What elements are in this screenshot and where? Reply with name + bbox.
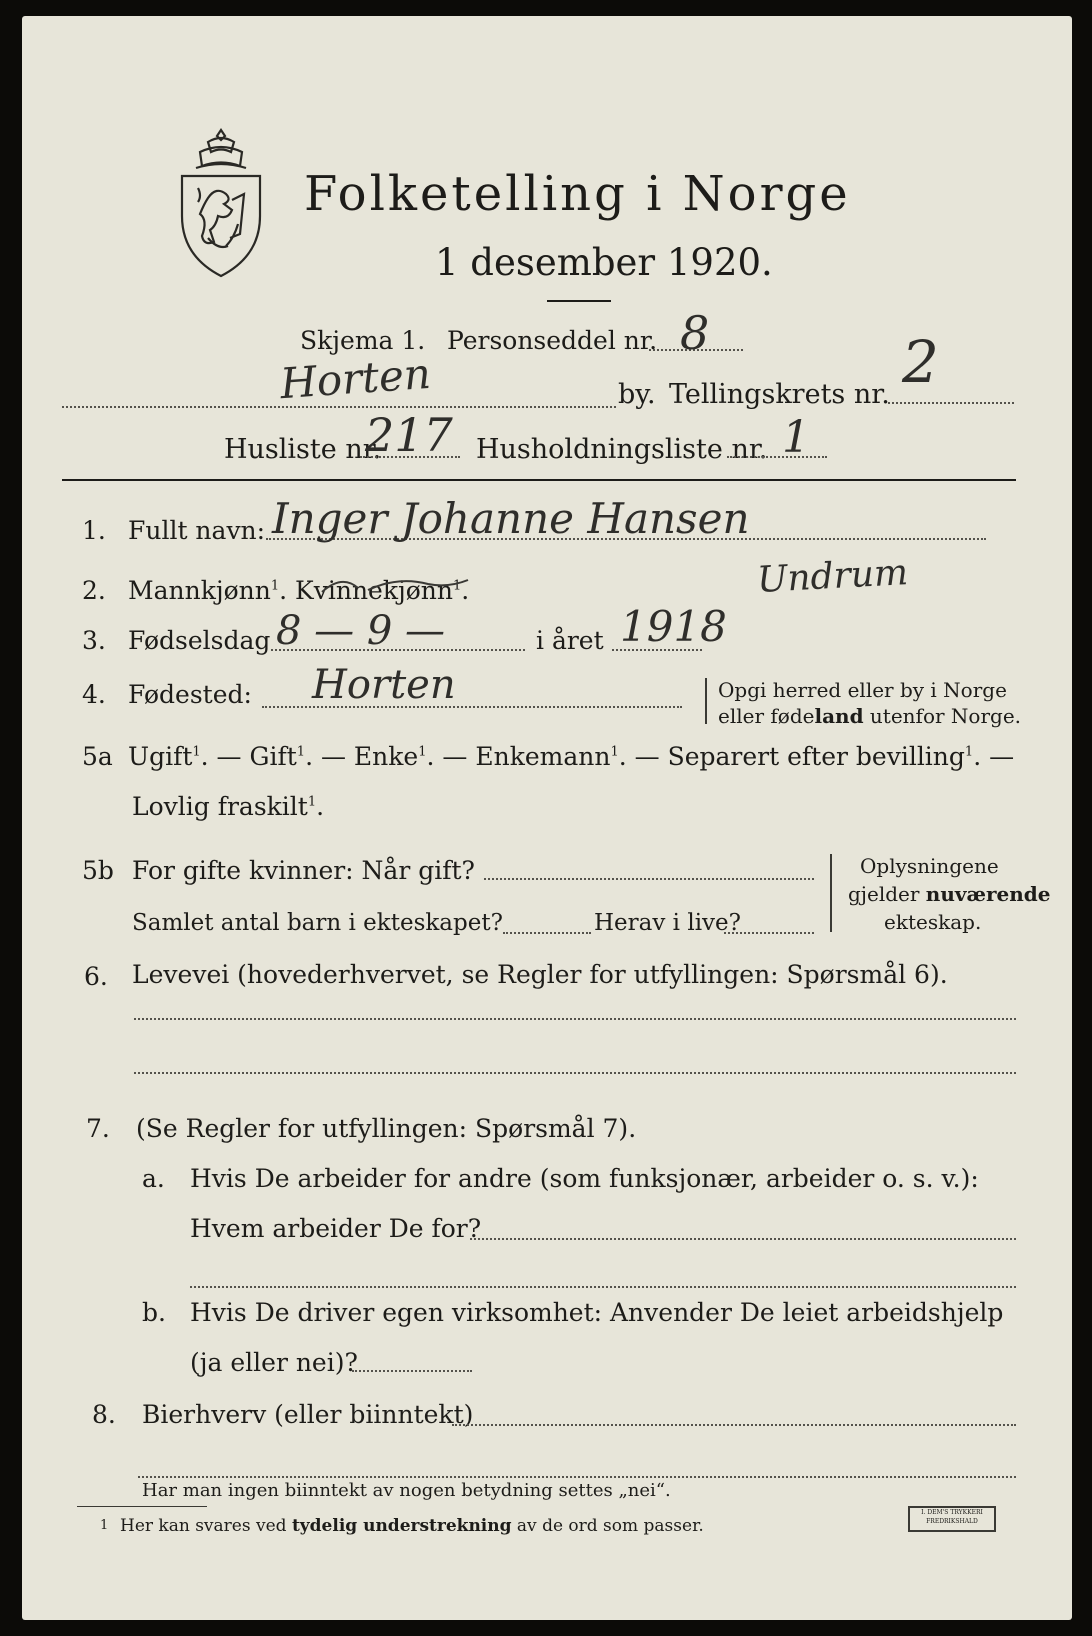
by-label: by.	[618, 379, 656, 410]
q4-number: 4.	[82, 680, 106, 709]
q7b-line-1: Hvis De driver egen virksomhet: Anvender De leiet arbeidshjelp	[190, 1298, 1004, 1327]
q3-label: Fødselsdag	[128, 626, 271, 655]
q2-number: 2.	[82, 576, 106, 605]
q1-label: Fullt navn:	[128, 516, 266, 545]
q7b-letter: b.	[142, 1298, 166, 1327]
q3-year-label: i året	[536, 626, 604, 655]
city-value: Horten	[278, 348, 433, 409]
q5a-number: 5a	[82, 742, 113, 771]
footnote-rule	[77, 1506, 207, 1507]
q1-name-value: Inger Johanne Hansen	[272, 494, 750, 543]
footnote-text: Her kan svares ved tydelig understrekning av de ord som passer.	[120, 1516, 704, 1536]
q4-value: Horten	[312, 662, 456, 708]
q8-number: 8.	[92, 1400, 116, 1429]
tellingskrets-value: 2	[902, 328, 939, 396]
header-rule	[62, 479, 1016, 481]
q1-name-value-2: Undrum	[756, 552, 910, 601]
q4-note-2: eller fødeland utenfor Norge.	[718, 704, 1022, 728]
q6-line-1	[134, 1018, 1016, 1020]
husholdningsliste-line	[727, 456, 827, 458]
q4-label: Fødested:	[128, 680, 252, 709]
footnote-number: 1	[100, 1518, 109, 1533]
q5b-children-line	[503, 932, 591, 934]
q6-number: 6.	[84, 962, 108, 991]
husliste-value: 217	[365, 408, 453, 462]
q4-note-1: Opgi herred eller by i Norge	[718, 678, 1007, 702]
city-line	[62, 406, 616, 408]
q7a-employer-line-2	[190, 1286, 1016, 1288]
q5b-label-3: Herav i live?	[594, 910, 741, 936]
q8-label: Bierhverv (eller biinntekt)	[142, 1400, 474, 1429]
q8-note: Har man ingen biinntekt av nogen betydning settes „nei“.	[142, 1480, 671, 1501]
q7b-answer-line	[352, 1370, 472, 1372]
q7a-employer-line	[470, 1238, 1016, 1240]
q7b-line-2: (ja eller nei)?	[190, 1348, 358, 1377]
q5a-options: Ugift$^1$. — Gift$^1$. — Enke$^1$. — Enkemann$^1$. — Separert efter bevilling$^1$. —	[128, 742, 1015, 771]
tellingskrets-line	[888, 402, 1014, 404]
q3-year-value: 1918	[620, 602, 727, 651]
q1-number: 1.	[82, 516, 106, 545]
census-form	[22, 16, 1072, 1620]
q7a-line-1: Hvis De arbeider for andre (som funksjonær, arbeider o. s. v.):	[190, 1164, 979, 1193]
q6-line-2	[134, 1072, 1016, 1074]
form-title: Folketelling i Norge	[304, 166, 851, 222]
q3-day-value: 8 — 9 —	[276, 608, 446, 654]
printer-stamp: I. DEM'S TRYKKERI FREDRIKSHALD	[908, 1506, 996, 1532]
personseddel-label: Personseddel nr.	[447, 326, 658, 355]
q7-label: (Se Regler for utfyllingen: Spørsmål 7).	[136, 1114, 637, 1143]
q2-options: Mannkjønn$^1$. Kvinnekjønn$^1$.	[128, 576, 470, 605]
q6-label: Levevei (hovederhvervet, se Regler for utfyllingen: Spørsmål 6).	[132, 960, 948, 989]
q2-underline-mark	[318, 568, 478, 604]
q7a-letter: a.	[142, 1164, 165, 1193]
q5b-brace	[830, 854, 832, 932]
husholdningsliste-value: 1	[782, 412, 810, 463]
personseddel-value: 8	[680, 306, 710, 360]
q8-line-1	[452, 1424, 1016, 1426]
skjema-label: Skjema 1.	[300, 326, 426, 355]
q2-mann: Mannkjønn	[128, 576, 271, 605]
q7a-line-2: Hvem arbeider De for?	[190, 1214, 482, 1243]
q5b-note-1: Oplysningene	[860, 854, 999, 878]
husliste-label: Husliste nr.	[224, 434, 382, 465]
norway-coat-of-arms-icon	[178, 128, 264, 280]
census-date: 1 desember 1920.	[435, 241, 773, 284]
q5b-number: 5b	[82, 856, 114, 885]
q5b-label-2: Samlet antal barn i ekteskapet?	[132, 910, 503, 936]
q4-brace	[705, 678, 707, 724]
q7-number: 7.	[86, 1114, 110, 1143]
q5b-alive-line	[724, 932, 814, 934]
q3-number: 3.	[82, 626, 106, 655]
q5b-married-line	[484, 878, 814, 880]
q8-line-2	[138, 1476, 1016, 1478]
q5b-label-1: For gifte kvinner: Når gift?	[132, 856, 475, 885]
tellingskrets-label: Tellingskrets nr.	[669, 379, 890, 410]
title-rule	[547, 300, 611, 302]
husholdningsliste-label: Husholdningsliste nr.	[476, 434, 768, 465]
q2-kvinne: Kvinnekjønn	[295, 576, 453, 605]
q5a-line2: Lovlig fraskilt$^1$.	[132, 792, 325, 821]
q5b-note-2: gjelder nuværende	[848, 882, 1051, 906]
q5b-note-3: ekteskap.	[884, 910, 982, 934]
